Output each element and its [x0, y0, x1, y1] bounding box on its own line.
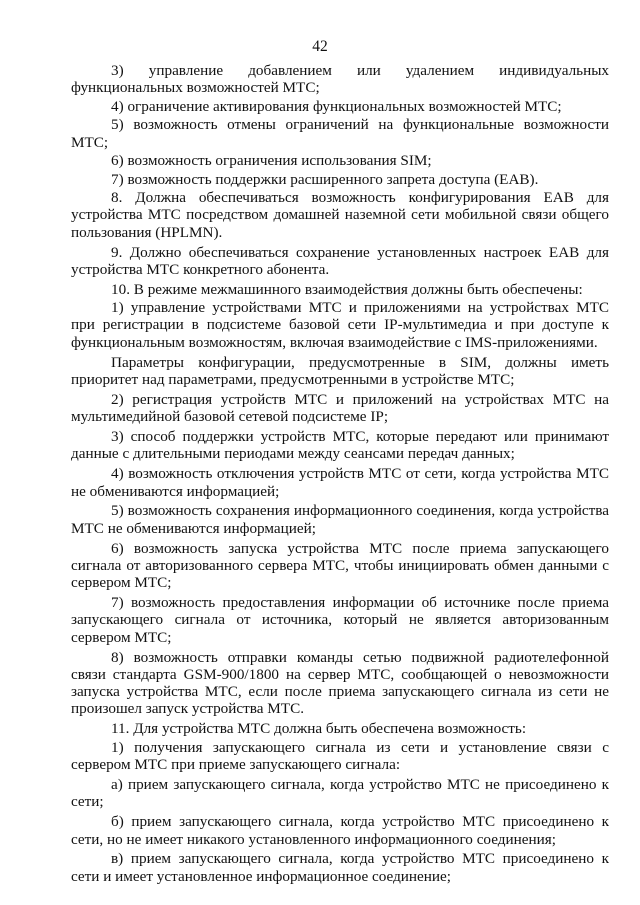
clause-10-item-2: 2) регистрация устройств МТС и приложений на устройствах МТС на мультимедийной базовой сетевой подсистеме IP;	[71, 390, 609, 426]
list-item-5-cancel-restrictions: 5) возможность отмены ограничений на функциональные возможности МТС;	[71, 116, 609, 151]
clause-10-heading: 10. В режиме межмашинного взаимодействия должны быть обеспечены:	[111, 280, 583, 298]
clause-11-item-1: 1) получения запускающего сигнала из сети и установление связи с сервером МТС при приеме запускающего сигнала:	[71, 738, 609, 774]
clause-11-subitem-b: б) прием запускающего сигнала, когда устройство МТС присоединено к сети, но не имеет никакого установленного информационного соединения;	[71, 813, 609, 848]
list-item-6-sim-restriction: 6) возможность ограничения использования SIM;	[111, 152, 432, 170]
list-item-3-add-remove: 3) управление добавлением или удалением индивидуальных функциональных возможностей МТС;	[71, 62, 609, 97]
list-item-4-activation-restriction: 4) ограничение активирования функциональных возможностей МТС;	[111, 97, 562, 115]
clause-10-item-3: 3) способ поддержки устройств МТС, которые передают или принимают данные с длительными периодами между сеансами передач данных;	[71, 428, 609, 463]
clause-10-item-4: 4) возможность отключения устройств МТС от сети, когда устройства МТС не обмениваются информацией;	[71, 465, 609, 500]
clause-11-subitem-v: в) прием запускающего сигнала, когда устройство МТС присоединено к сети и имеет установленное информационное соединение;	[71, 850, 609, 885]
clause-10-sim-priority: Параметры конфигурации, предусмотренные в SIM, должны иметь приоритет над параметрами, предусмотренными в устройстве МТС;	[71, 353, 609, 388]
clause-10-item-5: 5) возможность сохранения информационного соединения, когда устройства МТС не обмениваются информацией;	[71, 502, 609, 537]
clause-9-eab-settings: 9. Должно обеспечиваться сохранение установленных настроек EAB для устройства МТС конкретного абонента.	[71, 243, 609, 278]
list-item-7-eab-support: 7) возможность поддержки расширенного запрета доступа (EAB).	[111, 170, 539, 188]
clause-11-subitem-a: а) прием запускающего сигнала, когда устройство МТС не присоединено к сети;	[71, 776, 609, 811]
clause-11-heading: 11. Для устройства МТС должна быть обеспечена возможность:	[111, 720, 527, 738]
clause-10-item-8: 8) возможность отправки команды сетью подвижной радиотелефонной связи стандарта GSM-900/1800 на сервер МТС, сообщающей о невозможности запуска устройства МТС, если после приема запускающего сигнала из сети не произошел запуск устройства МТС.	[71, 648, 609, 718]
clause-10-item-6: 6) возможность запуска устройства МТС после приема запускающего сигнала от авторизованного сервера МТС, чтобы инициировать обмен данными с сервером МТС;	[71, 539, 609, 592]
page-number: 42	[312, 38, 328, 55]
document-body	[71, 62, 609, 888]
clause-10-item-7: 7) возможность предоставления информации об источнике после приема запускающего сигнала от источника, который не является авторизованным сервером МТС;	[71, 594, 609, 646]
clause-8-eab-configuration: 8. Должна обеспечиваться возможность конфигурирования EAB для устройства МТС посредством домашней наземной сети мобильной связи общего пользования (HPLMN).	[71, 189, 609, 241]
clause-10-item-1: 1) управление устройствами МТС и приложениями на устройствах МТС при регистрации в подсистеме базовой сети IP-мультимедиа и при доступе к функциональным возможностям, включая взаимодействие с IMS-приложениями.	[71, 299, 609, 351]
